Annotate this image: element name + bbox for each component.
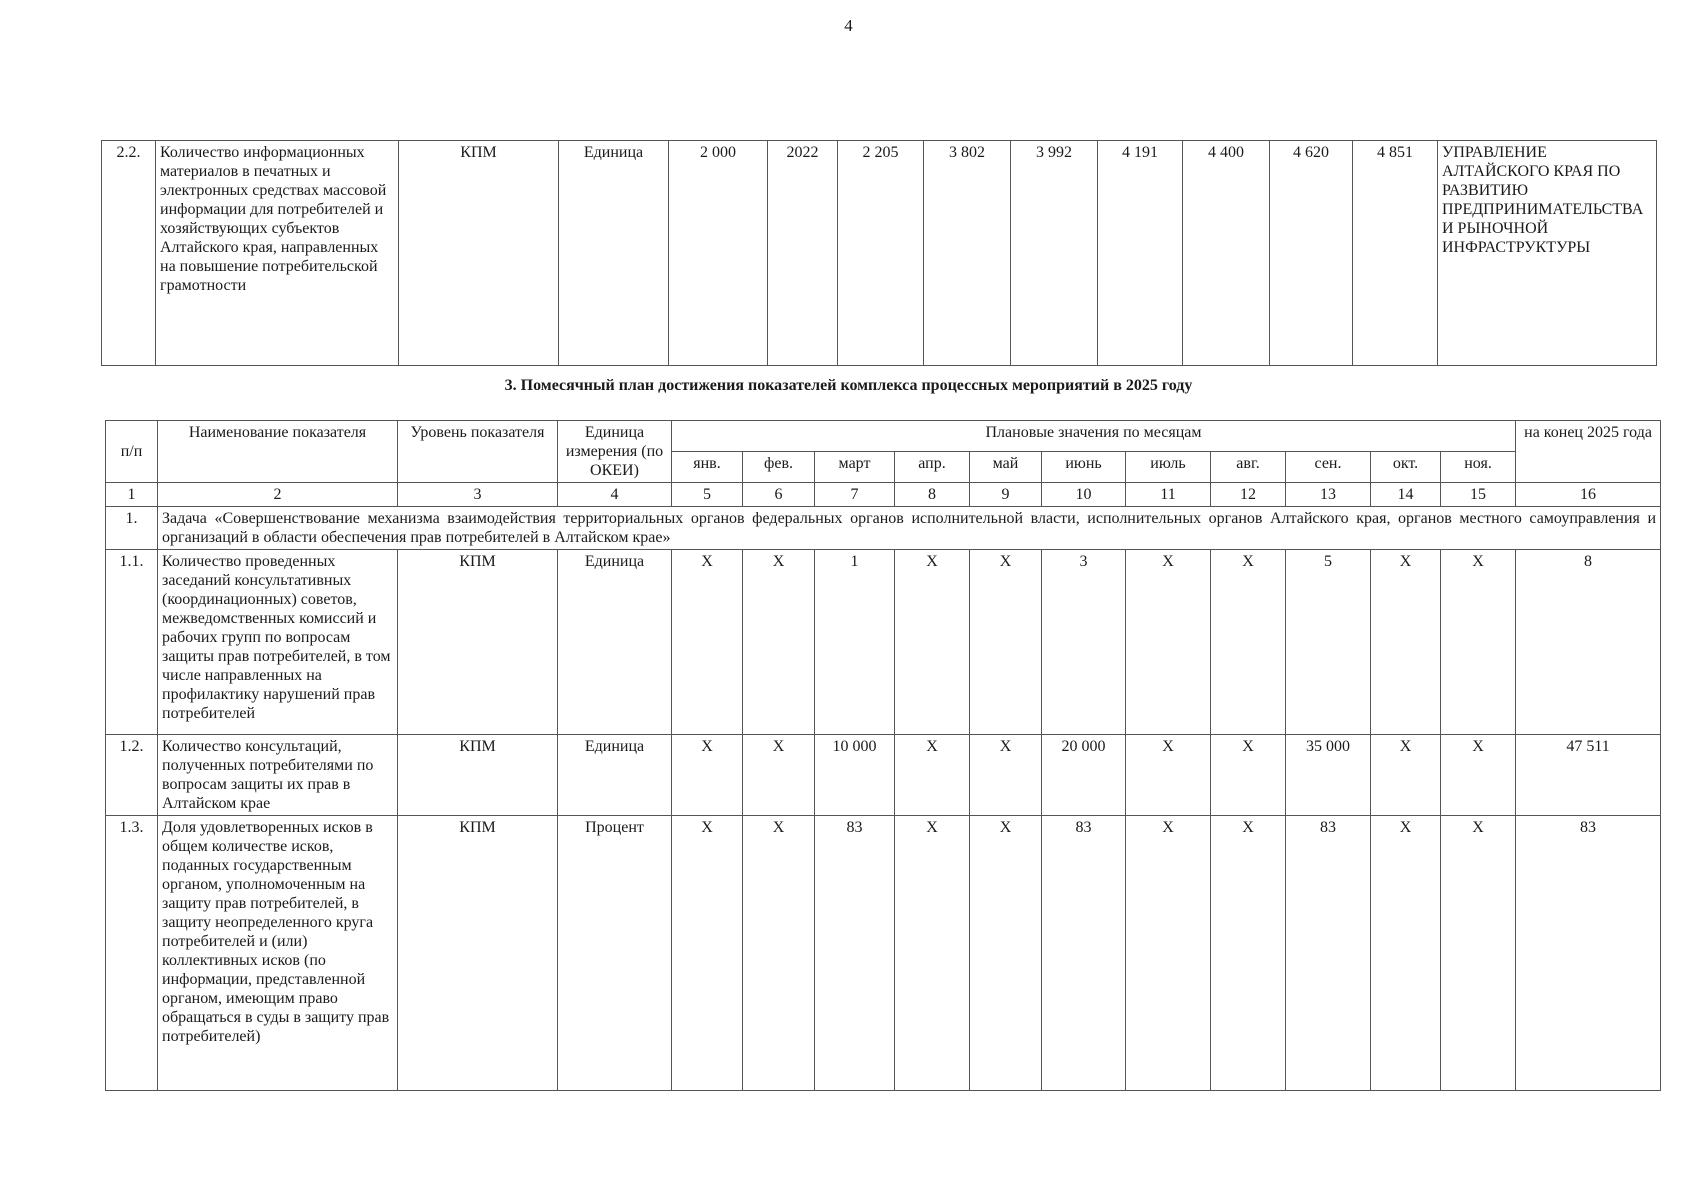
month-value: X [970,816,1042,1091]
column-number: 7 [815,483,895,507]
indicator-name: Количество информационных материалов в печатных и электронных средствах массовой информации для потребителей и хозяйствующих субъектов Алтайского края, направленных на повышение потребительской грамотности [156,141,399,366]
month-value: X [1126,735,1211,816]
month-value: 3 [1042,550,1126,735]
column-number: 15 [1441,483,1516,507]
month-value: X [672,735,743,816]
month-value: X [1441,735,1516,816]
month-value: X [672,550,743,735]
value-cell: 2022 [768,141,838,366]
month-value: X [1371,816,1441,1091]
header-month: окт. [1371,452,1441,483]
month-value: X [895,735,970,816]
indicator-level: КПМ [398,816,558,1091]
header-month: фев. [743,452,815,483]
row-number: 2.2. [102,141,156,366]
indicators-table-continuation [101,140,1657,366]
column-number: 9 [970,483,1042,507]
header-month: июнь [1042,452,1126,483]
month-value: 35 000 [1286,735,1371,816]
indicator-unit: Единица [559,141,669,366]
header-month: март [815,452,895,483]
column-number: 16 [1516,483,1661,507]
month-value: 83 [1042,816,1126,1091]
value-cell: 4 400 [1183,141,1270,366]
indicator-name: Количество консультаций, полученных потребителями по вопросам защиты их прав в Алтайском крае [158,735,398,816]
month-value: 10 000 [815,735,895,816]
header-month: июль [1126,452,1211,483]
column-number: 11 [1126,483,1211,507]
month-value: X [970,550,1042,735]
table-row [106,816,1661,1091]
month-value: 5 [1286,550,1371,735]
row-number: 1.3. [106,816,158,1091]
header-month: ноя. [1441,452,1516,483]
indicator-unit: Процент [558,816,672,1091]
month-value: 83 [1286,816,1371,1091]
month-value: X [895,816,970,1091]
header-month: апр. [895,452,970,483]
month-value: X [743,816,815,1091]
header-row [106,421,1661,452]
table-row [106,550,1661,735]
value-cell: 3 802 [924,141,1011,366]
month-value: X [1441,550,1516,735]
header-num: п/п [106,421,158,483]
column-number: 10 [1042,483,1126,507]
value-cell: 4 191 [1098,141,1183,366]
month-value: X [743,735,815,816]
header-month: май [970,452,1042,483]
header-month: сен. [1286,452,1371,483]
value-cell: 4 851 [1353,141,1438,366]
column-number: 13 [1286,483,1371,507]
month-value: X [1211,550,1286,735]
header-month: янв. [672,452,743,483]
indicator-unit: Единица [558,735,672,816]
column-number: 8 [895,483,970,507]
column-number: 14 [1371,483,1441,507]
header-month: авг. [1211,452,1286,483]
month-value: 20 000 [1042,735,1126,816]
responsible-org: УПРАВЛЕНИЕ АЛТАЙСКОГО КРАЯ ПО РАЗВИТИЮ ПРЕДПРИНИМАТЕЛЬСТВА И РЫНОЧНОЙ ИНФРАСТРУКТУРЫ [1438,141,1657,366]
column-number: 3 [398,483,558,507]
column-numbers-row [106,483,1661,507]
task-text: Задача «Совершенствование механизма взаимодействия территориальных органов федеральных органов исполнительной власти, исполнительных органов Алтайского края, органов местного самоуправления и организаций в области обеспечения прав потребителей в Алтайском крае» [158,507,1661,550]
row-number: 1.1. [106,550,158,735]
monthly-plan-table [105,420,1661,1091]
end-of-year-value: 8 [1516,550,1661,735]
column-number: 1 [106,483,158,507]
month-value: X [1211,735,1286,816]
month-value: X [895,550,970,735]
indicator-unit: Единица [558,550,672,735]
indicator-name: Количество проведенных заседаний консультативных (координационных) советов, межведомственных комиссий и рабочих групп по вопросам защиты прав потребителей, в том числе направленных на профилактику нарушений прав потребителей [158,550,398,735]
header-level: Уровень показателя [398,421,558,483]
header-name: Наименование показателя [158,421,398,483]
row-number: 1.2. [106,735,158,816]
end-of-year-value: 83 [1516,816,1661,1091]
column-number: 4 [558,483,672,507]
value-cell: 2 000 [669,141,768,366]
page-number: 4 [844,16,853,35]
column-number: 5 [672,483,743,507]
indicator-level: КПМ [399,141,559,366]
header-unit: Единица измерения (по ОКЕИ) [558,421,672,483]
table-row [102,141,1657,366]
month-value: 1 [815,550,895,735]
task-row [106,507,1661,550]
column-number: 6 [743,483,815,507]
value-cell: 4 620 [1270,141,1353,366]
month-value: X [1126,550,1211,735]
value-cell: 2 205 [838,141,924,366]
month-value: X [1371,550,1441,735]
indicator-name: Доля удовлетворенных исков в общем количестве исков, поданных государственным органом, уполномоченным на защиту прав потребителей, в защиту неопределенного круга потребителей и (или) коллективных исков (по информации, представленной органом, имеющим право обращаться в суды в защиту прав потребителей) [158,816,398,1091]
month-value: 83 [815,816,895,1091]
header-months-group: Плановые значения по месяцам [672,421,1516,452]
month-value: X [1211,816,1286,1091]
column-number: 2 [158,483,398,507]
end-of-year-value: 47 511 [1516,735,1661,816]
header-end-of-year: на конец 2025 года [1516,421,1661,483]
indicator-level: КПМ [398,550,558,735]
month-value: X [1371,735,1441,816]
month-value: X [743,550,815,735]
section-title: 3. Помесячный план достижения показателей комплекса процессных мероприятий в 2025 году [504,377,1193,394]
month-value: X [1441,816,1516,1091]
task-number: 1. [106,507,158,550]
month-value: X [1126,816,1211,1091]
indicator-level: КПМ [398,735,558,816]
column-number: 12 [1211,483,1286,507]
month-value: X [970,735,1042,816]
value-cell: 3 992 [1011,141,1098,366]
month-value: X [672,816,743,1091]
table-row [106,735,1661,816]
